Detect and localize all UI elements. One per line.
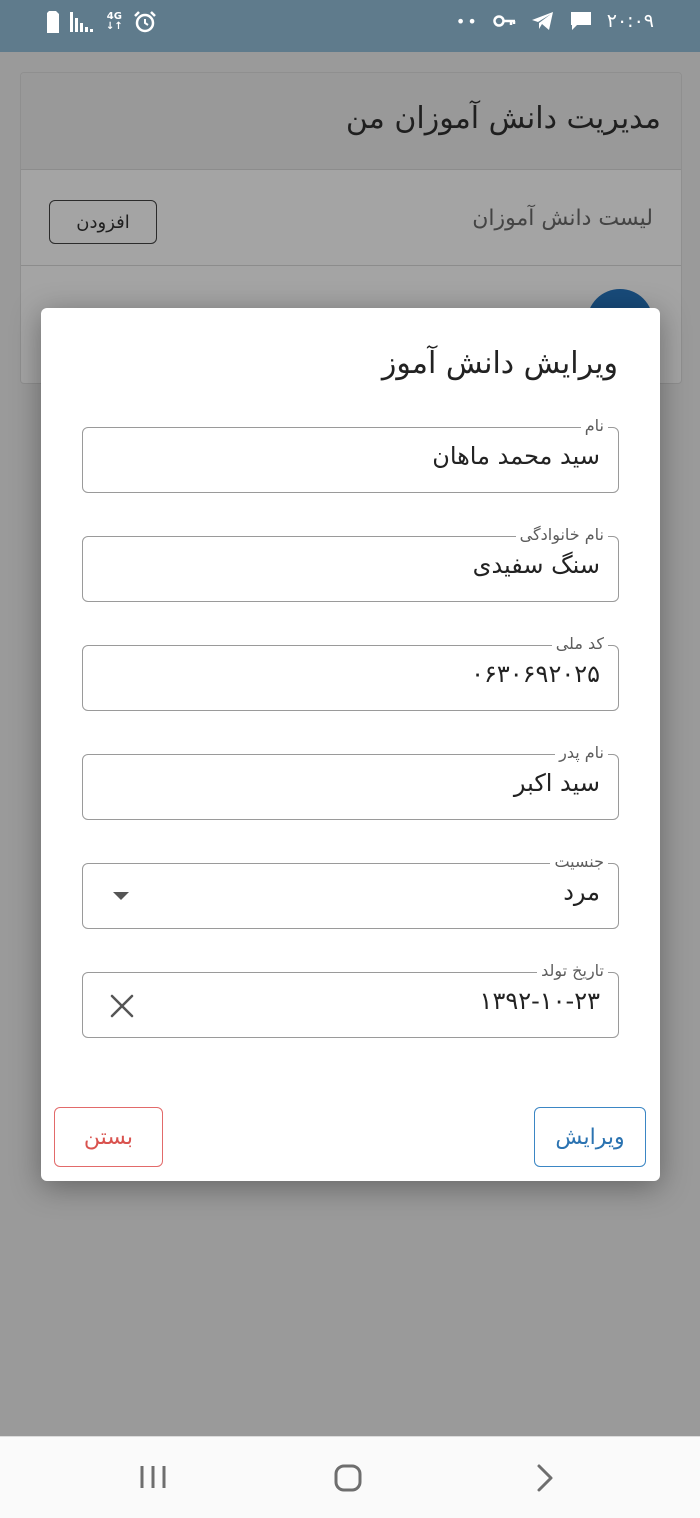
father-name-label: نام پدر xyxy=(555,743,608,763)
alarm-icon xyxy=(133,10,157,34)
last-name-field[interactable] xyxy=(82,525,619,602)
status-bar xyxy=(0,0,700,52)
card-header xyxy=(21,73,681,170)
first-name-label: نام xyxy=(581,416,608,436)
network-type-text: 4G xyxy=(106,11,122,22)
signal-icon xyxy=(70,10,96,34)
page-title: مدیریت دانش آموزان من xyxy=(345,101,661,136)
close-button[interactable]: بستن xyxy=(54,1107,163,1167)
clear-icon[interactable] xyxy=(107,991,137,1021)
message-icon xyxy=(569,10,593,32)
navigation-bar xyxy=(0,1436,700,1518)
dropdown-arrow-icon[interactable] xyxy=(113,892,129,900)
father-name-input[interactable] xyxy=(140,769,600,797)
back-icon[interactable] xyxy=(534,1463,556,1493)
recent-apps-icon[interactable] xyxy=(138,1464,168,1490)
network-4g-icon: 4G ↓↑ xyxy=(106,11,123,32)
sim-icon xyxy=(46,10,60,34)
telegram-icon xyxy=(531,10,555,32)
last-name-label: نام خانوادگی xyxy=(516,525,608,545)
father-name-field[interactable] xyxy=(82,743,619,820)
gender-label: جنسیت xyxy=(550,852,608,872)
status-icons-left xyxy=(46,10,157,34)
gender-select[interactable] xyxy=(82,852,619,929)
national-code-label: کد ملی xyxy=(552,634,608,654)
first-name-input[interactable] xyxy=(140,442,600,470)
national-code-input[interactable] xyxy=(140,660,600,688)
birth-date-label: تاریخ تولد xyxy=(537,961,608,981)
dialog-title: ویرایش دانش آموز xyxy=(381,346,618,381)
first-name-field[interactable] xyxy=(82,416,619,493)
key-icon xyxy=(493,10,517,32)
add-student-button[interactable]: افزودن xyxy=(49,200,157,244)
status-icons-right xyxy=(456,10,654,32)
status-time: ۲۰:۰۹ xyxy=(606,10,654,32)
edit-button[interactable]: ویرایش xyxy=(534,1107,646,1167)
birth-date-value[interactable]: ۱۳۹۲-۱۰-۲۳ xyxy=(479,987,600,1015)
home-icon[interactable] xyxy=(333,1463,363,1493)
birth-date-field[interactable] xyxy=(82,961,619,1038)
gender-value[interactable]: مرد xyxy=(563,878,600,906)
edit-student-dialog xyxy=(41,308,660,1181)
student-list-title: لیست دانش آموزان xyxy=(472,206,653,231)
status-dots: •• xyxy=(455,11,479,31)
national-code-field[interactable] xyxy=(82,634,619,711)
last-name-input[interactable] xyxy=(140,551,600,579)
